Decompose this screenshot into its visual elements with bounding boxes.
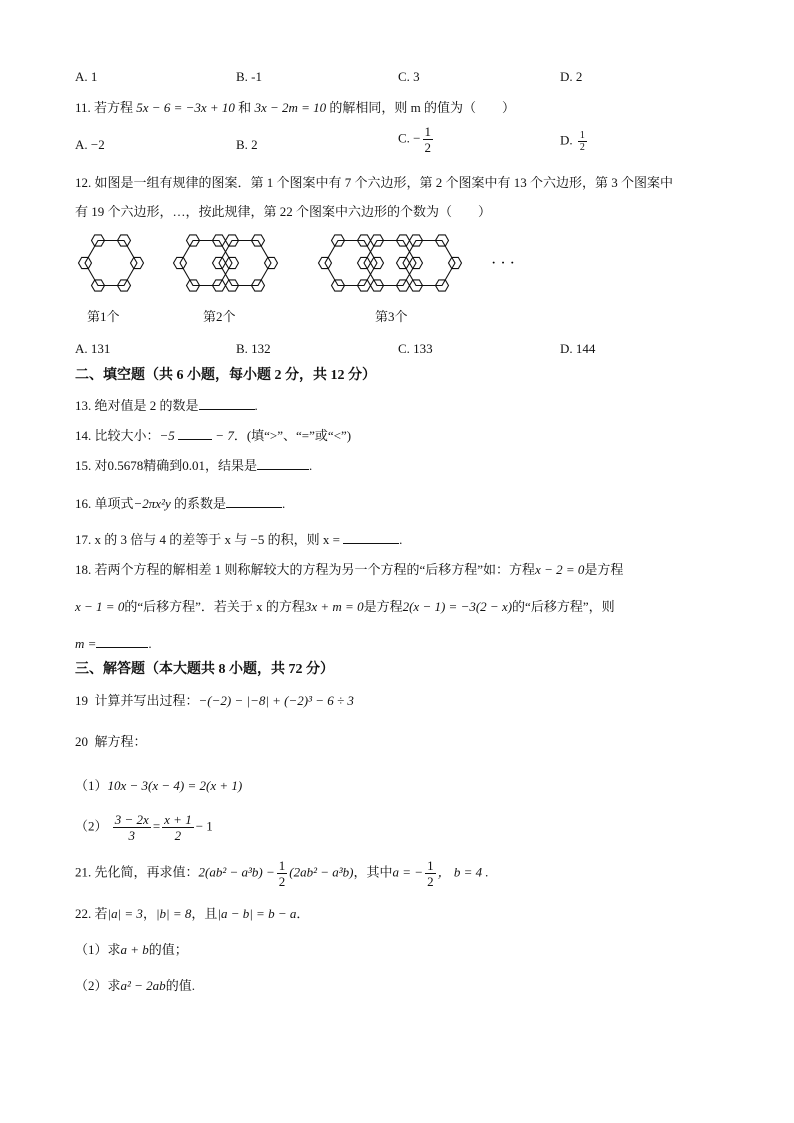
large-hexagon [403, 241, 455, 286]
q17-blank [343, 530, 399, 544]
q11-eq2: 3x − 2m = 10 [254, 100, 327, 115]
q21-a-fraction: $\frac{1}{2}$ [427, 858, 434, 889]
q11-prefix: 11. 若方程 [75, 100, 134, 115]
q11-d-fraction: $\frac{1}{2}$ [579, 130, 585, 153]
question-15: 15. 对0.5678精确到0.01，结果是 . [75, 458, 313, 473]
q10-option-b: B. -1 [236, 69, 262, 84]
question-14: 14. 比较大小：−5 − 7．(填“>”、“=”或“<”) [75, 428, 352, 443]
q12-option-c: C. 133 [398, 341, 433, 356]
question-20-part-2: （2） $\frac{3 - 2x}{3}$ = $\frac{x + 1}{2}$ − 1 [75, 812, 213, 843]
question-22-part-1: （1）求a + b的值； [75, 942, 188, 957]
question-17: 17. x 的 3 倍与 4 的差等于 x 与 −5 的积，则 x = . [75, 532, 403, 547]
section-3-heading: 三、解答题（本大题共 8 小题，共 72 分） [75, 662, 334, 677]
q16-blank [226, 494, 282, 508]
q14-blank [178, 426, 212, 440]
q12-option-d: D. 144 [560, 341, 596, 356]
q20-right-fraction: $\frac{x + 1}{2}$ [164, 812, 192, 843]
q11-option-d: D. $\frac{1}{2}$ [560, 130, 585, 153]
question-18-line1: 18. 若两个方程的解相差 1 则称解较大的方程为另一个方程的“后移方程”如：方程x − 2 = 0是方程 [75, 562, 624, 577]
question-19: 19 计算并写出过程：−(−2) − |−8| + (−2)³ − 6 ÷ 3 [75, 693, 354, 708]
q10-option-c: C. 3 [398, 69, 420, 84]
q11-option-a: A. −2 [75, 137, 105, 152]
q13-blank [199, 396, 255, 410]
q21-half-fraction: $\frac{1}{2}$ [278, 858, 286, 889]
q11-option-c: C. − $\frac{1}{2}$ [398, 124, 432, 155]
large-hexagon [85, 241, 137, 286]
q11-suffix: 的解相同，则 m 的值为（ ） [329, 100, 516, 115]
q12-line1: 12. 如图是一组有规律的图案．第 1 个图案中有 7 个六边形，第 2 个图案中有 13 个六边形，第 3 个图案中 [75, 175, 674, 190]
q12-option-a: A. 131 [75, 341, 111, 356]
large-hexagon [325, 241, 377, 286]
caption-pattern-1: 第1个 [87, 309, 120, 324]
question-21: 21. 先化简，再求值：2(ab² − a³b) − $\frac{1}{2}$ (2ab² − a³b)，其中a = − $\frac{1}{2}$ ， b = 4 . [75, 858, 489, 889]
large-hexagon [180, 241, 232, 286]
q10-option-d: D. 2 [560, 69, 583, 84]
ellipsis: · · · [491, 255, 515, 272]
question-18-line2: x − 1 = 0的“后移方程”．若关于 x 的方程3x + m = 0是方程2(x − 1) = −3(2 − x)的“后移方程”，则 [75, 599, 615, 614]
question-11 [75, 99, 515, 117]
q12-option-b: B. 132 [236, 341, 271, 356]
q11-c-fraction: $\frac{1}{2}$ [424, 124, 432, 155]
hexagon-pattern-figure [70, 222, 530, 304]
caption-pattern-2: 第2个 [203, 309, 236, 324]
q10-option-a: A. 1 [75, 69, 98, 84]
q18-blank [96, 634, 148, 648]
question-20: 20 解方程： [75, 734, 147, 749]
question-22: 22. 若|a| = 3，|b| = 8，且|a − b| = b − a． [75, 906, 310, 921]
large-hexagon [219, 241, 271, 286]
section-2-heading: 二、填空题（共 6 小题，每小题 2 分，共 12 分） [75, 368, 376, 383]
large-hexagon [364, 241, 416, 286]
question-20-part-1: （1）10x − 3(x − 4) = 2(x + 1) [75, 778, 243, 793]
q20-left-fraction: $\frac{3 - 2x}{3}$ [114, 812, 149, 843]
question-16: 16. 单项式−2πx²y 的系数是 . [75, 496, 286, 511]
question-13: 13. 绝对值是 2 的数是 . [75, 398, 258, 413]
q11-mid: 和 [238, 100, 252, 115]
caption-pattern-3: 第3个 [375, 309, 408, 324]
question-18-line3: m = . [75, 636, 152, 651]
q11-eq1: 5x − 6 = −3x + 10 [136, 100, 235, 115]
question-22-part-2: （2）求a² − 2ab的值. [75, 978, 195, 993]
q11-option-b: B. 2 [236, 137, 258, 152]
q15-blank [257, 456, 309, 470]
q12-line2: 有 19 个六边形，…，按此规律，第 22 个图案中六边形的个数为（ ） [75, 204, 492, 219]
